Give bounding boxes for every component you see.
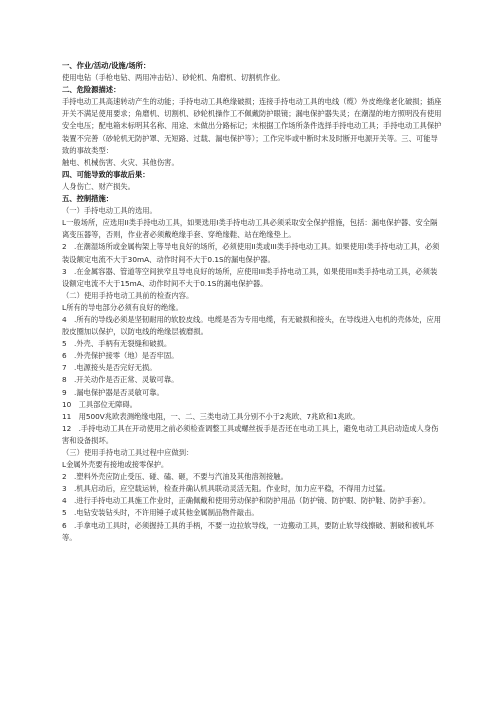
control-line-2: L一般场所，应选用II类手持电动工具，如果选用I类手持电动工具必须采取安全保护措施，包括：漏电保护器、安全隔离变压器等，否则，作业者必须戴绝缘手套、穿绝缘鞋、站在绝缘垫上。 [62,218,438,240]
control-line-4: 3 .在金属容器、管道等空间狭窄且导电良好的场所，应使用III类手持电动工具，如果使用II类手持电动工具，必须装设额定电流不大于15mA、动作时间不大于0.1S的漏电保护器。 [62,266,438,288]
control-line-16: （三）使用手持电动工具过程中应做到： [62,448,194,457]
control-line-8: 5 .外壳、手柄有无裂缝和破损。 [62,339,172,349]
section-heading-2: 二、危险源描述： [62,85,121,95]
section-1-line-1: 使用电钻（手枪电钻、两用冲击钻）、砂轮机、角磨机、切割机作业。 [62,73,285,83]
section-heading-4: 四、可能导致的事故后果： [62,169,150,179]
control-line-5: （二）使用手持电动工具前的检查内容。 [62,290,194,300]
control-line-22: 6 .手拿电动工具时，必须握持工具的手柄，不要一边拉软导线，一边搬动工具，要防止软导线擦破、割破和被轧坏等。 [62,520,434,542]
control-line-15: 12 .手持电动工具在开动使用之前必须检查调整工具或螺丝扳手是否还在电动工具上，避免电动工具启动造成人身伤害和设备损坏。 [62,423,439,445]
control-line-1: （一）手持电动工具的选用。 [62,206,157,216]
control-line-6: L所有的导电部分必须有良好的绝缘。 [62,302,183,312]
control-line-17: L金属外壳要有接地或接零保护。 [62,460,169,470]
section-2-line-1: 手持电动工具高速转动产生的动能；手持电动工具绝缘破损；连接手持电动工具的电线（缆）外皮绝缘老化破损；插座开关不满足使用要求；角磨机、切割机、砂轮机操作工不佩戴防护眼镜；漏电保护器失灵；在潮湿的地方照明没有使用安全电压；配电箱未标明其名称、用途、未做出分路标记；未根据工作场所条件选择手持电动工具；手持电动工具保护装置不完善（砂轮机无防护罩、无短路、过载、漏电保护等）；工作完毕或中断时未及时断开电源开关等。三、可能导致的事故类型： [62,97,442,155]
section-2-line-2: 触电、机械伤害、火灾、其他伤害。 [62,157,179,167]
section-4-line-1: 人身伤亡、财产损失。 [62,181,135,191]
section-heading-1: 一、作业/活动/设施/场所： [62,61,151,70]
control-line-21: 5 .电钻安装钻头时，不许用锤子或其他金属制品物件敲击。 [62,508,259,518]
control-line-13: 10 工具部位无障碍。 [62,399,137,409]
control-line-3: 2 .在潮湿场所或金属构架上等导电良好的场所，必须使用II类或III类手持电动工具。如果使用I类手持电动工具，必须装设额定电流不大于30mA、动作时间不大于0.1S的漏电保护器。 [62,242,440,264]
control-line-9: 6 .外壳保护接零（地）是否牢固。 [62,351,179,361]
document-page [62,60,444,544]
control-line-14: 11 用500V兆欧表测绝缘电阻，一、二、三类电动工具分别不小于2兆欧、7兆欧和1兆欧。 [62,411,360,421]
control-line-12: 9 .漏电保护器是否灵敏可靠。 [62,387,164,397]
control-line-20: 4 .进行手持电动工具施工作业时，正确佩戴和使用劳动保护和防护用品（防护镜、防护眼、防护鞋、防护手套）。 [62,496,431,506]
section-heading-5: 五、控制措施： [62,194,114,204]
control-line-7: 4 .所有的导线必须是坚韧耐用的软胶皮线。电缆是否为专用电缆，有无破损和接头，在导线进入电机的壳体处，应用胶皮圈加以保护，以防电线的绝缘层被磨损。 [62,314,442,337]
control-line-18: 2 .塑料外壳应防止受压、碰、磕、砸，不要与汽油及其他溶剂接触。 [62,472,288,482]
control-line-11: 8 .开关动作是否正常、灵敏可靠。 [62,375,179,385]
control-line-10: 7 .电源接头是否完好无损。 [62,363,157,373]
control-line-19: 3 .机具启动后，应空载运转，检查并确认机具联动灵活无阻。作业时，加力应平稳，不得用力过猛。 [62,484,391,494]
